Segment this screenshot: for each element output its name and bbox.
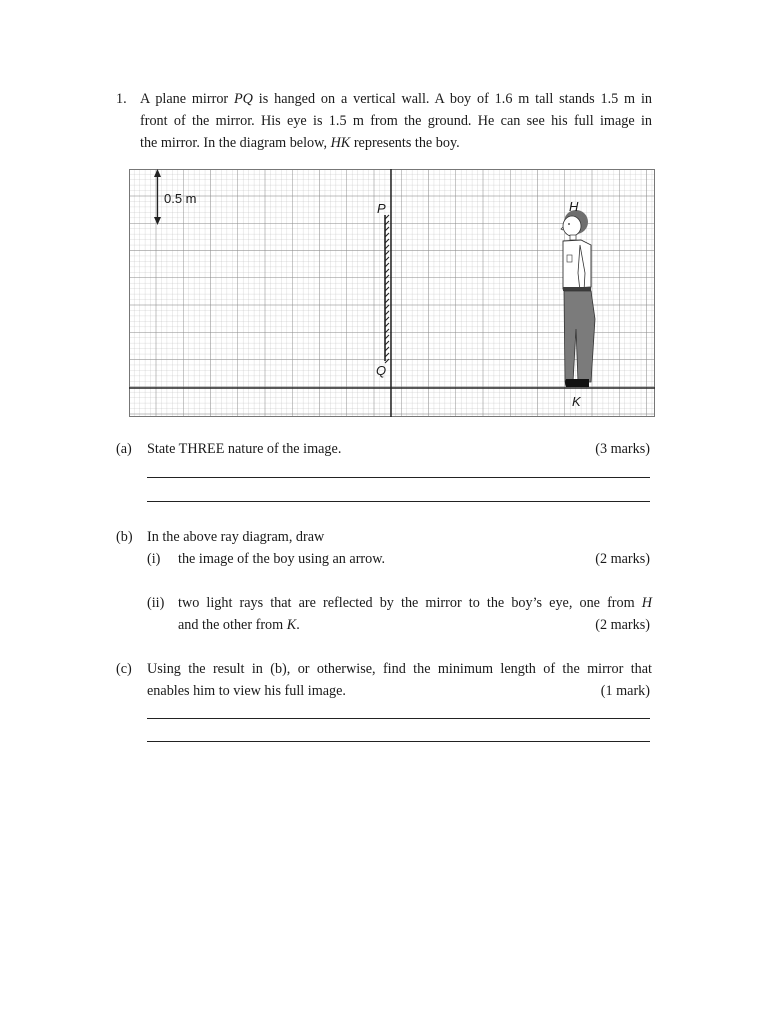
- part-a-text: State THREE nature of the image.: [147, 441, 342, 457]
- part-c-line-2: enables him to view his full image.: [147, 683, 346, 699]
- part-b-ii-label: (ii): [147, 595, 165, 611]
- label-p: P: [377, 201, 386, 216]
- answer-line[interactable]: [147, 477, 650, 478]
- part-a-marks: (3 marks): [595, 441, 650, 457]
- intro-text: A plane mirror: [140, 91, 234, 107]
- intro-text: represents the boy.: [350, 135, 460, 151]
- answer-line[interactable]: [147, 741, 650, 742]
- part-b-text: In the above ray diagram, draw: [147, 529, 325, 545]
- part-b-i-marks: (2 marks): [595, 551, 650, 567]
- label-k: K: [572, 394, 581, 409]
- part-b-ii-text: .: [296, 617, 300, 633]
- part-b-ii-text: two light rays that are reflected by the mirror to the boy’s eye, one from: [178, 595, 642, 611]
- scale-label: 0.5 m: [164, 191, 197, 206]
- part-b-ii-text: and the other from: [178, 617, 287, 633]
- label-h: H: [569, 199, 579, 214]
- point-h: H: [641, 595, 652, 611]
- question-number: 1.: [116, 91, 127, 107]
- part-b-i-text: the image of the boy using an arrow.: [178, 551, 386, 567]
- mirror-name: PQ: [234, 91, 253, 107]
- label-q: Q: [376, 363, 387, 378]
- part-c-line-1: Using the result in (b), or otherwise, find the minimum length of the mirror that: [147, 661, 652, 677]
- point-k: K: [286, 617, 297, 633]
- part-b-i-label: (i): [147, 551, 161, 567]
- intro-text: the mirror. In the diagram below,: [140, 135, 331, 151]
- answer-line[interactable]: [147, 718, 650, 719]
- question-intro-line-3: [140, 134, 460, 152]
- intro-text: is hanged on a vertical wall. A boy of 1.6 m tall stands 1.5 m in: [252, 91, 652, 107]
- part-b-ii-marks: (2 marks): [595, 617, 650, 633]
- part-b-label: (b): [116, 529, 133, 545]
- part-b-ii-line-1: [178, 594, 652, 612]
- part-c-marks: (1 mark): [600, 683, 650, 699]
- part-b-ii-line-2: [178, 616, 300, 634]
- question-intro-line-1: [140, 90, 652, 108]
- part-c-label: (c): [116, 661, 132, 677]
- question-intro-line-2: front of the mirror. His eye is 1.5 m from the ground. He can see his full image in: [140, 113, 652, 129]
- part-a-label: (a): [116, 441, 132, 457]
- answer-line[interactable]: [147, 501, 650, 502]
- boy-name: HK: [330, 135, 351, 151]
